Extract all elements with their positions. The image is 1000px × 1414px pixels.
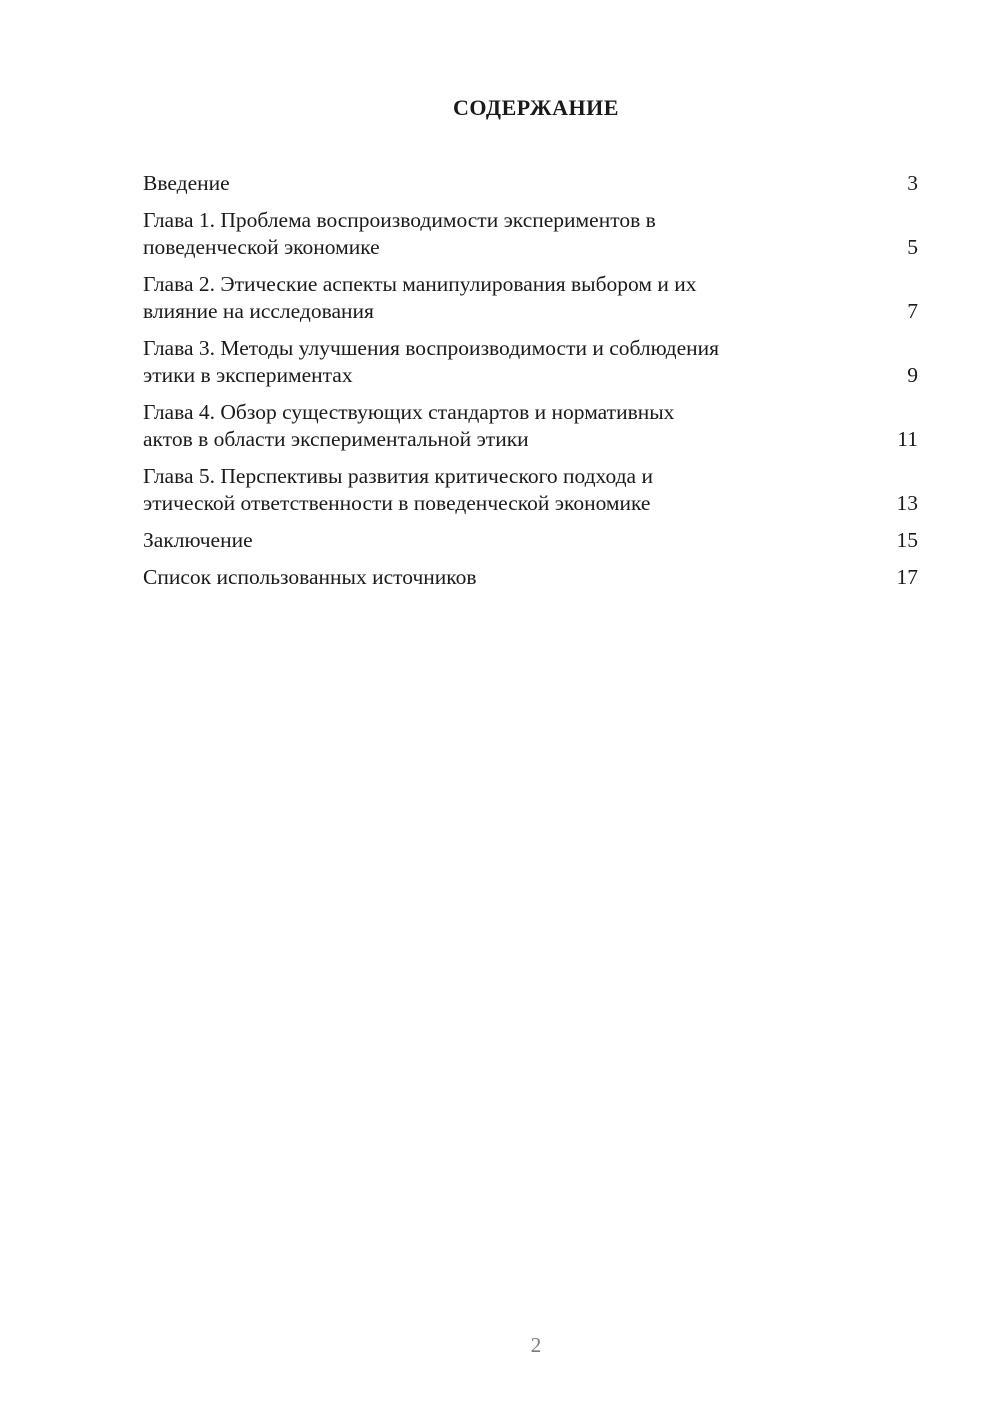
page-number: 2 [530,1333,542,1357]
toc-entry-label: Введение [143,171,230,195]
toc-entry-label: Заключение [143,528,253,552]
page-title: СОДЕРЖАНИЕ [453,95,619,120]
toc-entry-label: Глава 3. Методы улучшения воспроизводимости и соблюдения этики в экспериментах [143,336,720,387]
toc-entry-chapter-1 [143,207,918,261]
toc-entry-page: 3 [907,171,918,195]
toc-entry-chapter-3 [143,335,918,389]
toc-entry-chapter-4 [143,399,918,453]
toc-entry-conclusion [143,527,918,554]
toc-entry-chapter-2 [143,271,918,325]
toc-entry-chapter-5 [143,463,918,517]
toc-entry-label: Глава 1. Проблема воспроизводимости экспериментов в поведенческой экономике [143,208,656,259]
toc-entry-page: 11 [897,427,918,451]
toc-entry-label: Глава 2. Этические аспекты манипулирования выбором и их влияние на исследования [143,272,697,323]
toc-entry-page: 7 [907,299,918,323]
toc-entry-label: Глава 4. Обзор существующих стандартов и нормативных актов в области экспериментальной этики [143,400,675,451]
table-of-contents [143,170,918,601]
toc-entry-page: 13 [896,491,918,515]
toc-entry-page: 9 [907,363,918,387]
toc-entry-label: Глава 5. Перспективы развития критического подхода и этической ответственности в поведенческой экономике [143,464,653,515]
toc-entry-page: 15 [896,528,918,552]
toc-entry-references [143,564,918,591]
toc-entry-label: Список использованных источников [143,565,477,589]
toc-entry-page: 17 [896,565,918,589]
toc-entry-introduction [143,170,918,197]
toc-entry-page: 5 [907,235,918,259]
